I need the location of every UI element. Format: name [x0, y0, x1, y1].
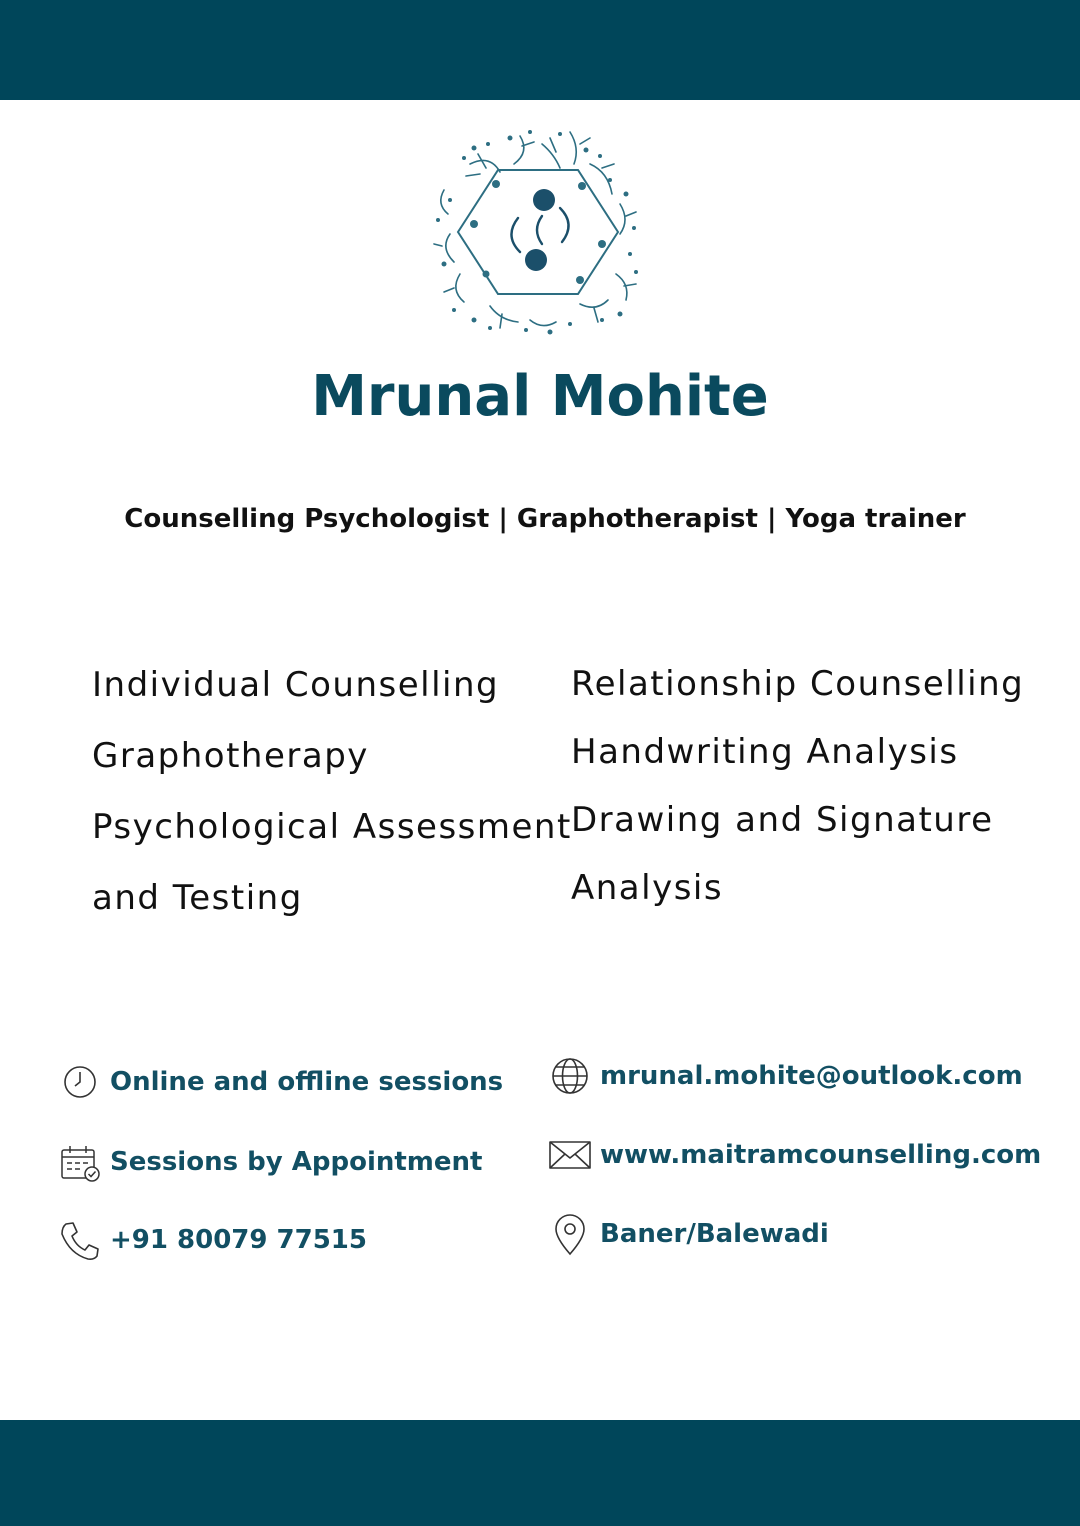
footer-band: [0, 1420, 1080, 1526]
globe-icon: [548, 1054, 592, 1098]
phone-icon: [58, 1218, 102, 1262]
contact-email-text[interactable]: mrunal.mohite@outlook.com: [600, 1061, 1023, 1091]
contact-location: [548, 1212, 829, 1256]
contact-sessions: [58, 1060, 503, 1104]
contact-website-text[interactable]: www.maitramcounselling.com: [600, 1140, 1042, 1170]
clock-icon: [58, 1060, 102, 1104]
contact-appointment-text: Sessions by Appointment: [110, 1147, 483, 1177]
service-item: Drawing and Signature: [571, 800, 994, 840]
service-item: Analysis: [571, 868, 724, 908]
contact-sessions-text: Online and offline sessions: [110, 1067, 504, 1097]
profession-tagline: Counselling Psychologist | Graphotherapist | Yoga trainer: [124, 504, 966, 534]
contact-phone-text[interactable]: +91 80079 77515: [110, 1225, 367, 1255]
page-title: Mrunal Mohite: [311, 364, 769, 429]
header-band: [0, 0, 1080, 100]
hexagon-branch-logo-icon: [430, 124, 646, 340]
calendar-icon: [58, 1140, 102, 1184]
location-pin-icon: [548, 1212, 592, 1256]
service-item: Handwriting Analysis: [571, 732, 959, 772]
contact-email[interactable]: [548, 1054, 1023, 1098]
services-right-column: [571, 650, 1061, 922]
service-item: Psychological Assessment: [92, 807, 572, 847]
envelope-icon: [548, 1133, 592, 1177]
service-item: Graphotherapy: [92, 736, 369, 776]
contact-website[interactable]: [548, 1133, 1041, 1177]
contact-phone[interactable]: [58, 1218, 367, 1262]
contact-location-text: Baner/Balewadi: [600, 1219, 829, 1249]
services-left-column: [92, 650, 572, 934]
service-item: Individual Counselling: [92, 665, 500, 705]
service-item: and Testing: [92, 878, 303, 918]
contact-appointment: [58, 1140, 482, 1184]
service-item: Relationship Counselling: [571, 664, 1025, 704]
